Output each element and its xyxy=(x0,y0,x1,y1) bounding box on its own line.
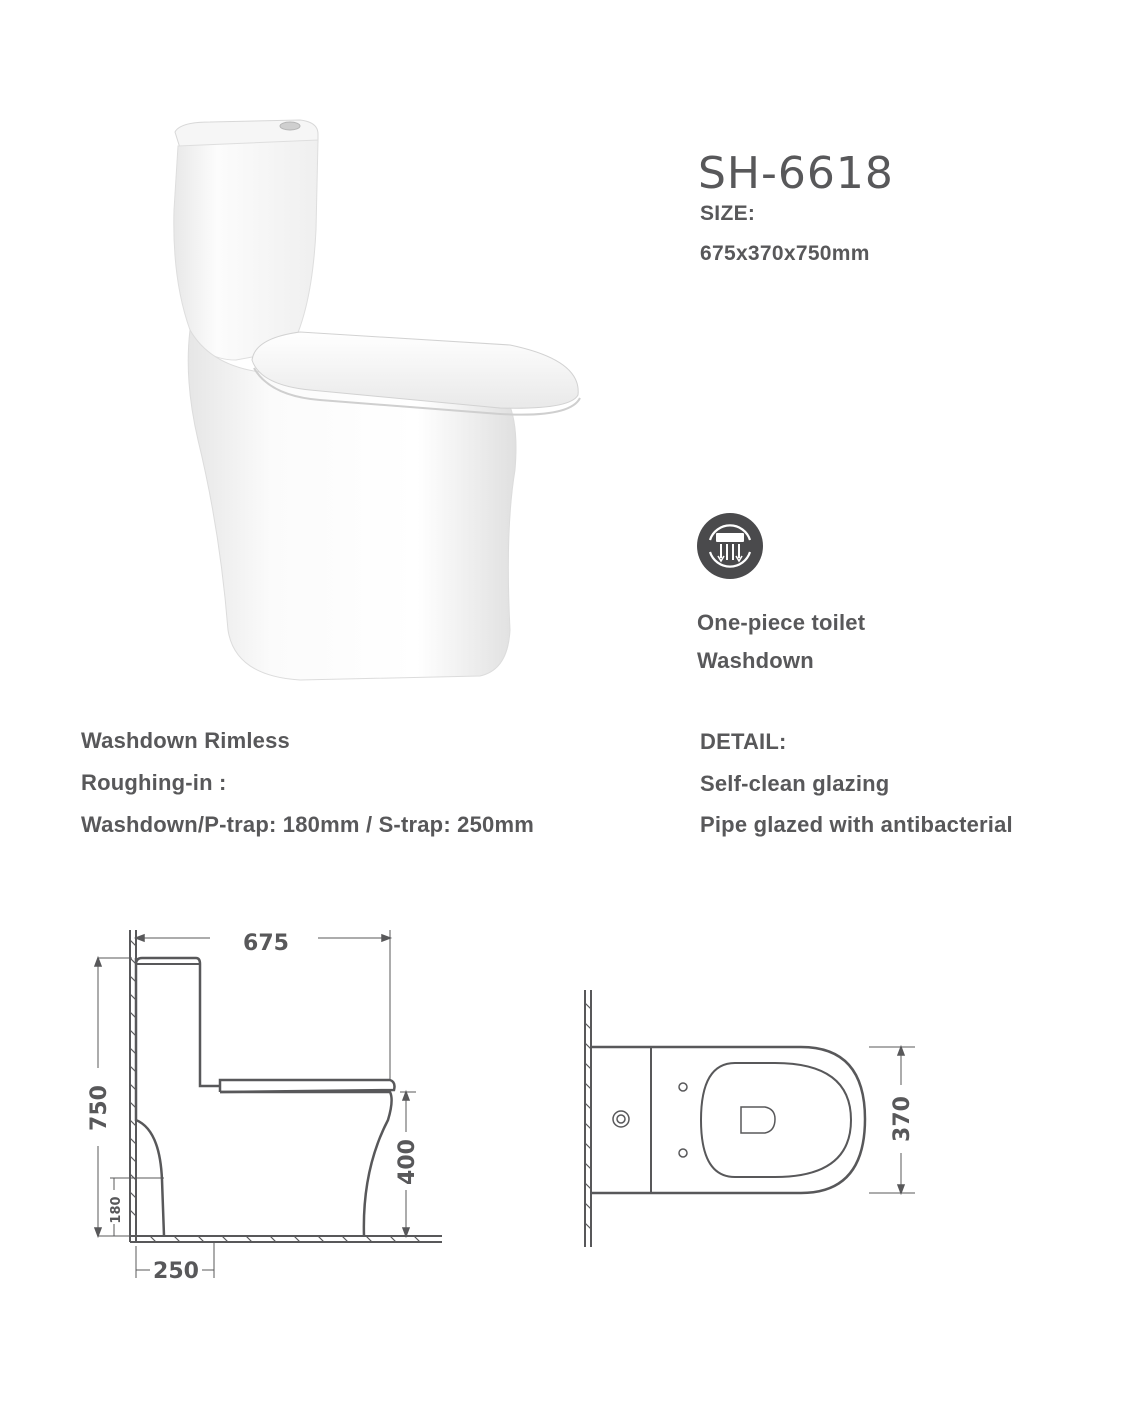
dim-roughing-label: 250 xyxy=(153,1259,199,1284)
dim-width-label: 675 xyxy=(243,931,289,956)
washdown-flush-icon xyxy=(696,512,764,580)
dim-seat-height-label: 400 xyxy=(395,1139,420,1185)
dim-outlet-height-label: 180 xyxy=(109,1196,124,1224)
top-view-drawing xyxy=(575,985,925,1255)
spec-line-2: Roughing-in : xyxy=(81,770,227,795)
size-label: SIZE: xyxy=(700,202,756,225)
spec-line-1: Washdown Rimless xyxy=(81,728,290,753)
detail-line-2: Pipe glazed with antibacterial xyxy=(700,812,1013,837)
side-view-drawing xyxy=(70,920,460,1290)
size-value: 675x370x750mm xyxy=(700,242,870,265)
detail-line-1: Self-clean glazing xyxy=(700,771,890,796)
type-line-2: Washdown xyxy=(697,648,814,673)
dim-depth-label: 370 xyxy=(890,1096,915,1142)
spec-line-3: Washdown/P-trap: 180mm / S-trap: 250mm xyxy=(81,812,534,837)
dim-height-label: 750 xyxy=(87,1085,112,1131)
model-number: SH-6618 xyxy=(698,148,894,199)
type-line-1: One-piece toilet xyxy=(697,610,866,635)
product-photo xyxy=(150,110,590,690)
detail-heading: DETAIL: xyxy=(700,729,787,754)
